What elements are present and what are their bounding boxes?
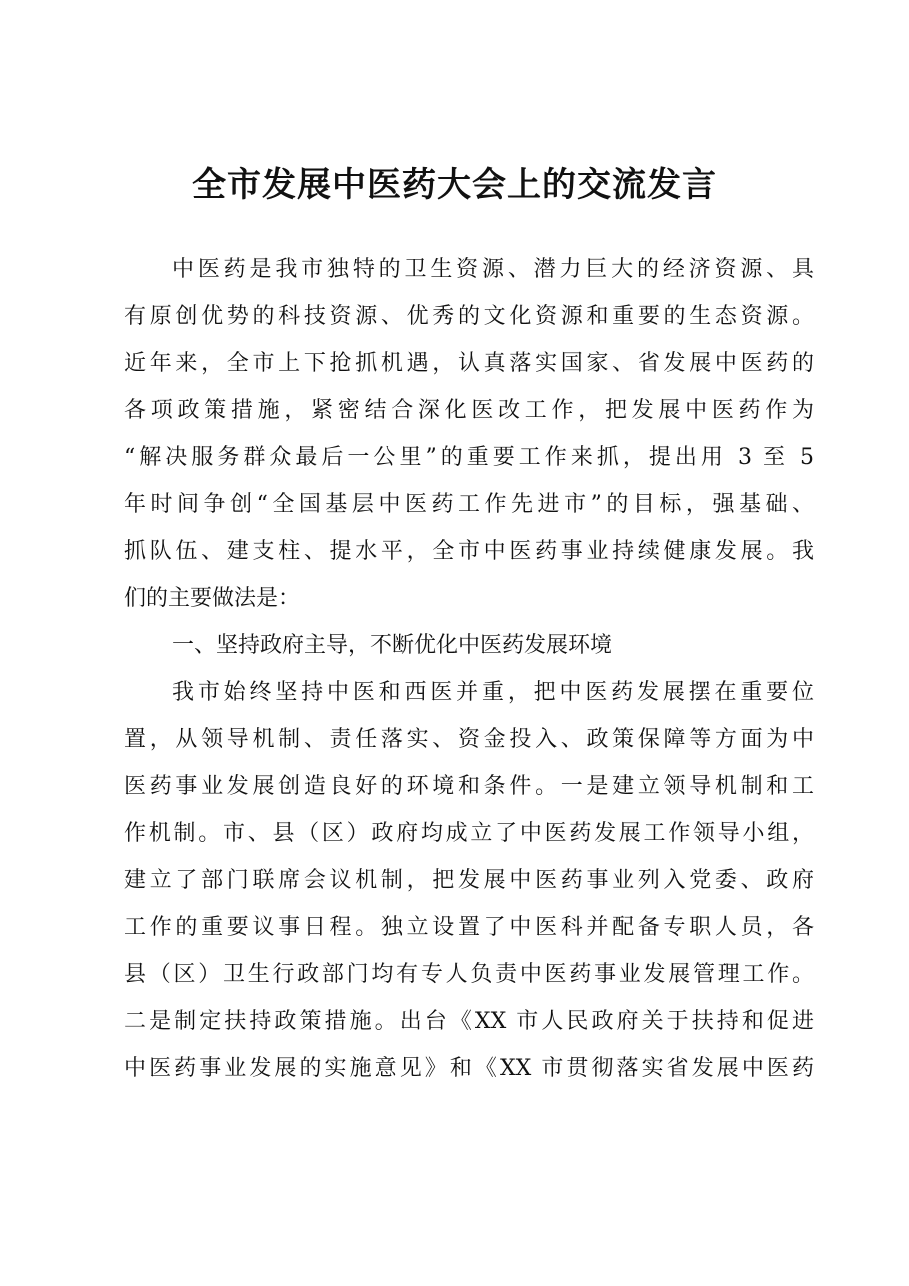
- text-line: 作机制。市、县（区）政府均成立了中医药发展工作领导小组，: [124, 821, 814, 846]
- text-line: 工作的重要议事日程。独立设置了中医科并配备专职人员，各: [124, 915, 814, 940]
- text-line: 中医药事业发展的实施意见》和《XX 市贯彻落实省发展中医药: [124, 1056, 814, 1081]
- text-line: 年时间争创“全国基层中医药工作先进市”的目标，强基础、: [124, 492, 814, 517]
- text-line: 各项政策措施，紧密结合深化医改工作，把发展中医药作为: [124, 398, 814, 423]
- text-line: 中医药是我市独特的卫生资源、潜力巨大的经济资源、具: [172, 257, 814, 282]
- text-line: 置，从领导机制、责任落实、资金投入、政策保障等方面为中: [124, 727, 814, 752]
- text-line: 县（区）卫生行政部门均有专人负责中医药事业发展管理工作。: [124, 962, 814, 987]
- text-line: 建立了部门联席会议机制，把发展中医药事业列入党委、政府: [124, 868, 814, 893]
- text-line: 二是制定扶持政策措施。出台《XX 市人民政府关于扶持和促进: [124, 1009, 814, 1034]
- document-title: 全市发展中医药大会上的交流发言: [192, 165, 717, 205]
- text-line: 我市始终坚持中医和西医并重，把中医药发展摆在重要位: [172, 680, 814, 705]
- section-heading: 一、坚持政府主导，不断优化中医药发展环境: [172, 633, 613, 658]
- text-line: 抓队伍、建支柱、提水平，全市中医药事业持续健康发展。我: [124, 539, 814, 564]
- text-line: 们的主要做法是：: [124, 586, 301, 611]
- text-line: “解决服务群众最后一公里”的重要工作来抓，提出用 3 至 5: [124, 445, 814, 470]
- document-body: [124, 246, 814, 1092]
- text-line: 有原创优势的科技资源、优秀的文化资源和重要的生态资源。: [124, 304, 814, 329]
- text-line: 医药事业发展创造良好的环境和条件。一是建立领导机制和工: [124, 774, 814, 799]
- text-line: 近年来，全市上下抢抓机遇，认真落实国家、省发展中医药的: [124, 351, 814, 376]
